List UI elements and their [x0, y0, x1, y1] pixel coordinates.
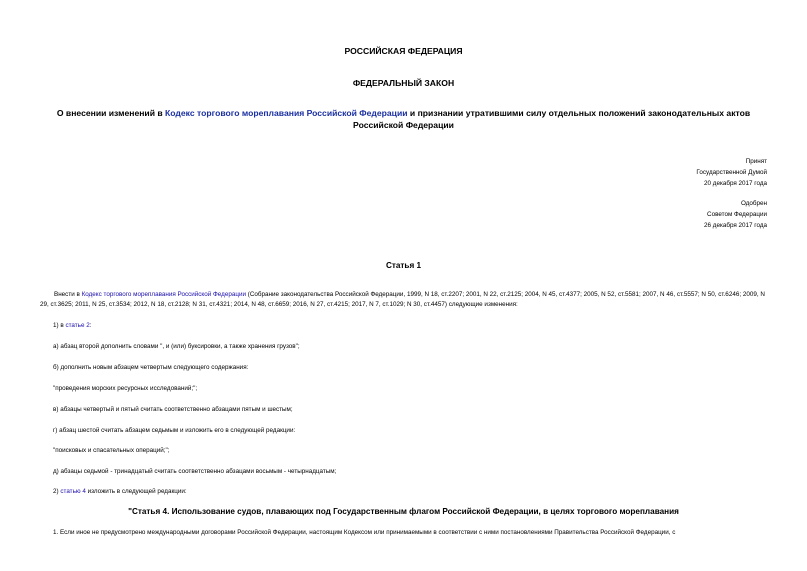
approved-line: Одобрен [740, 200, 767, 207]
adopted-block [696, 156, 767, 189]
title-before: О внесении изменений в [56, 108, 166, 118]
list-item: "проведения морских ресурсных исследований;"; [53, 385, 198, 392]
intro-code-link[interactable]: Кодекс торгового мореплавания Российской Федерации [81, 291, 246, 298]
list-item: г) абзац шестой считать абзацем седьмым и изложить его в следующей редакции: [53, 427, 296, 434]
approved-line: Советом Федерации [707, 211, 767, 218]
country-heading: РОССИЙСКАЯ ФЕДЕРАЦИЯ [344, 46, 463, 56]
doc-type-heading: ФЕДЕРАЛЬНЫЙ ЗАКОН [352, 78, 455, 88]
article-4-heading: "Статья 4. Использование судов, плавающих под Государственным флагом Российской Федерации, в целях торгового мореплавания [128, 507, 679, 516]
intro-before: Внести в [54, 291, 82, 298]
list-item: "поисковых и спасательных операций;"; [53, 447, 170, 454]
article-1-intro [40, 290, 767, 310]
title-after: и признании утратившими силу отдельных положений законодательных актов Российской Федерации [353, 108, 751, 130]
article-2-link[interactable]: статье 2 [65, 322, 90, 329]
item-1 [53, 321, 767, 331]
article-4-link[interactable]: статью 4 [60, 488, 86, 495]
item-2-prefix: 2) [53, 488, 61, 495]
article-4-paragraph-1: 1. Если иное не предусмотрено международными договорами Российской Федерации, настоящим Кодексом или принимаемыми в соответствии с ними постановлениями Правительства Российской Федерации, с [53, 529, 676, 536]
adopted-line: Принят [745, 158, 767, 165]
article-1-heading: Статья 1 [385, 261, 422, 270]
list-item: д) абзацы седьмой - тринадцатый считать соответственно абзацами восьмым - четырнадцатым; [53, 468, 337, 475]
approved-block [704, 198, 767, 231]
item-2 [53, 487, 767, 497]
item-2-suffix: изложить в следующей редакции: [85, 488, 187, 495]
adopted-line: Государственной Думой [696, 169, 767, 176]
list-item: а) абзац второй дополнить словами ", и (или) буксировки, а также хранения грузов"; [53, 343, 300, 350]
approved-line: 26 декабря 2017 года [704, 222, 767, 229]
list-item: б) дополнить новым абзацем четвертым следующего содержания: [53, 364, 249, 371]
title-code-link[interactable]: Кодекс торгового мореплавания Российской Федерации [165, 108, 408, 118]
item-1-prefix: 1) в [53, 322, 66, 329]
law-title [40, 107, 767, 131]
intro-after: (Собрание законодательства Российской Федерации, 1999, N 18, ст.2207; 2001, N 22, ст.2125; 2004, N 45, ст.4377; 2005, N 52, ст.5581; 2007, N 46, ст.5557; N 50, ст.6246; 2009, N 29, ст.3625; 2011, N 25, ст.3534; 2012, N 18, ст.2128; N 31, ст.4321; 2014, N 48, ст.6659; 2016, N 27, ст.4215; 2017, N 7, ст.1029; N 30, ст.4457) следующие изменения: [40, 291, 765, 308]
list-item: в) абзацы четвертый и пятый считать соответственно абзацами пятым и шестым; [53, 406, 293, 413]
item-1-suffix: : [89, 322, 92, 329]
adopted-line: 20 декабря 2017 года [704, 180, 767, 187]
